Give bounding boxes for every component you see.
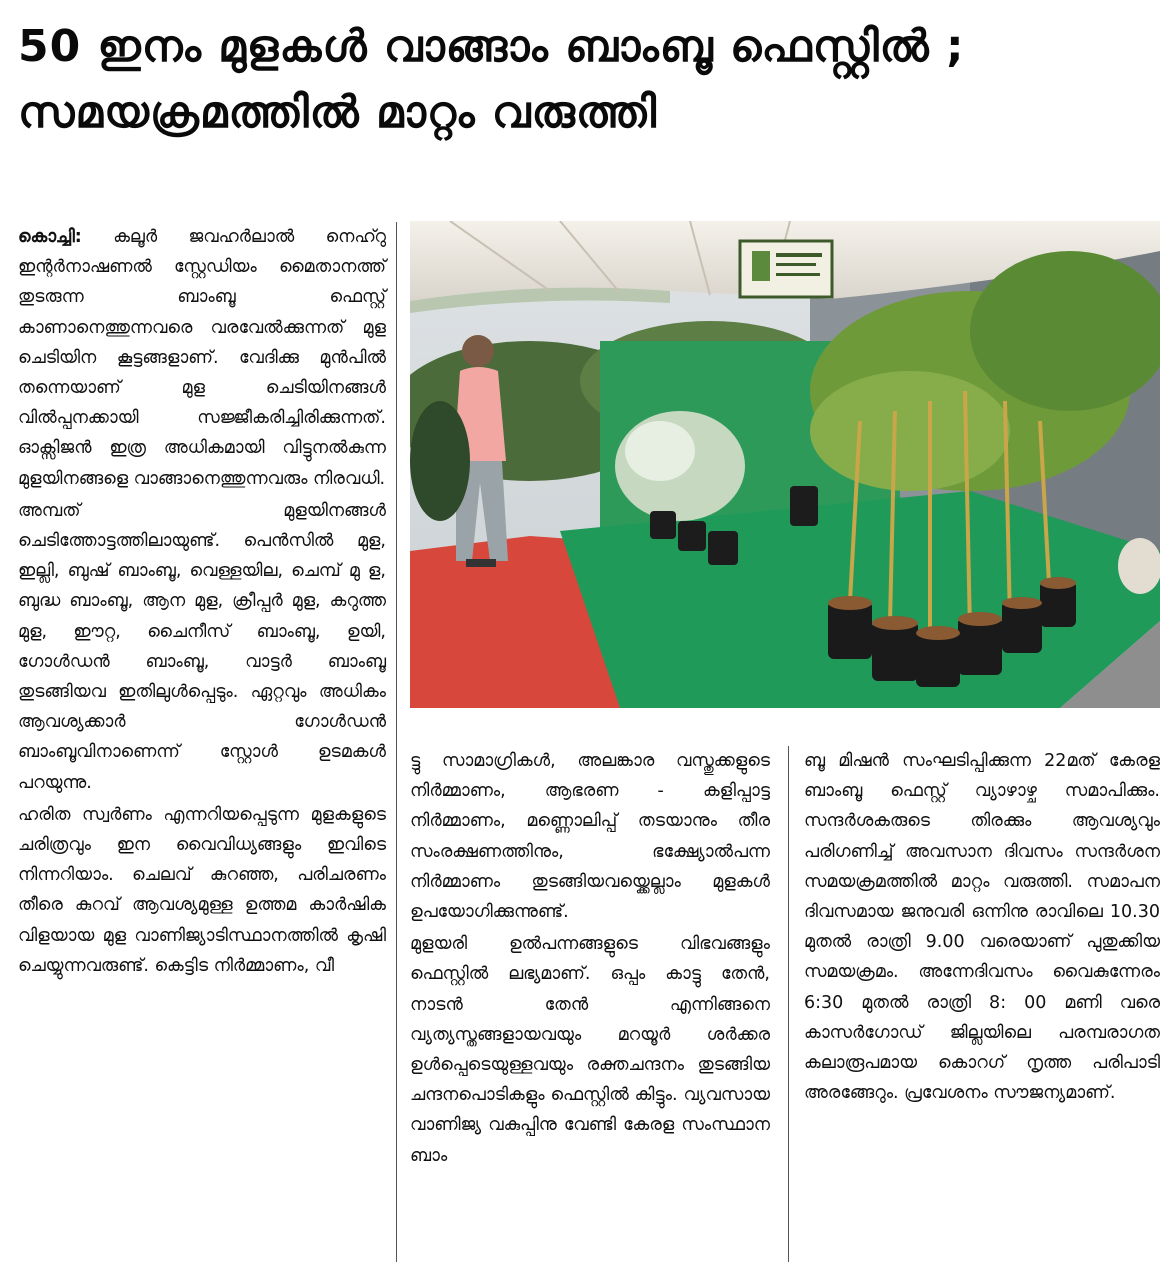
- article-column-1: [18, 222, 386, 981]
- paragraph-1: [18, 222, 386, 494]
- paragraph-5: മുളയരി ഉൽപന്നങ്ങളുടെ വിഭവങ്ങളും ഫെസ്റ്റിൽ ലഭ്യമാണ്. ഒപ്പം കാട്ടു തേൻ, നാടൻ തേൻ എന്നിങ്ങനെ വ്യത്യസ്തങ്ങളായവയും മറയൂർ ശർക്കര ഉൾപ്പെടെയുള്ളവയും രക്തചന്ദനം തുടങ്ങിയ ചന്ദനപൊടികളും ഫെസ്റ്റിൽ കിട്ടും. വ്യവസായ വാണിജ്യ വകുപ്പിനു വേണ്ടി കേരള സംസ്ഥാന ബാം: [410, 934, 770, 1166]
- paragraph-3: ഹരിത സ്വർണം എന്നറിയപ്പെടുന്ന മുളകളുടെ ചരിത്രവും ഇന വൈവിധ്യങ്ങളും ഇവിടെ നിന്നറിയാം. ചെലവ് കുറഞ്ഞ, പരിചരണം തീരെ കുറവ് ആവശ്യമുള്ള ഉത്തമ കാർഷിക വിളയായ മുള വാണിജ്യാടിസ്ഥാനത്തിൽ കൃഷി ചെയ്യുന്നവരുണ്ട്. കെട്ടിട നിർമ്മാണം, വീ: [18, 804, 386, 976]
- column-rule-2: [788, 746, 789, 1262]
- article-column-2: [410, 746, 770, 1171]
- column-rule-1: [396, 222, 397, 1262]
- headline-line-1: 50 ഇനം മുളകൾ വാങ്ങാം ബാംബൂ ഫെസ്റ്റിൽ ;: [18, 21, 965, 72]
- paragraph-4: ട്ടു സാമാഗ്രികൾ, അലങ്കാര വസ്തുക്കളുടെ നിർമ്മാണം, ആഭരണ - കളിപ്പാട്ട നിർമ്മാണം, മണ്ണൊലിപ്പ് തടയാനും തീര സംരക്ഷണത്തിനും, ഭക്ഷ്യോൽപന്ന നിർമ്മാണം തുടങ്ങിയവയ്ക്കെല്ലാം മുളകൾ ഉപയോഗിക്കുന്നുണ്ട്.: [410, 751, 770, 923]
- dateline: കൊച്ചി:: [18, 227, 82, 247]
- bamboo-stall-photo: [410, 221, 1160, 708]
- paragraph-1-text: കലൂർ ജവഹർലാൽ നെഹ്റു ഇന്റർനാഷണൽ സ്റ്റേഡിയം മൈതാനത്ത് തുടരുന്ന ബാംബൂ ഫെസ്റ്റ് കാണാനെത്തുന്നവരെ വരവേൽക്കുന്നത് മുള ചെടിയിന കൂട്ടങ്ങളാണ്. വേദിക്കു മുൻപിൽ തന്നെയാണ് മുള ചെടിയിനങ്ങൾ വിൽപ്പനക്കായി സജ്ജീകരിച്ചിരിക്കുന്നത്. ഓക്സിജൻ ഇത്ര അധികമായി വിട്ടുനൽകുന്ന മുളയിനങ്ങളെ വാങ്ങാനെത്തുന്നവരും നിരവധി.: [18, 227, 386, 489]
- headline-line-2: സമയക്രമത്തിൽ മാറ്റം വരുത്തി: [18, 87, 657, 138]
- article-column-3: [804, 746, 1160, 1108]
- paragraph-6: ബൂ മിഷൻ സംഘടിപ്പിക്കുന്ന 22മത് കേരള ബാംബൂ ഫെസ്റ്റ് വ്യാഴാഴ്ച സമാപിക്കും. സന്ദർശകരുടെ തിരക്കും ആവശ്യവും പരിഗണിച്ച് അവസാന ദിവസം സന്ദർശന സമയക്രമത്തിൽ മാറ്റം വരുത്തി. സമാപന ദിവസമായ ജനുവരി ഒന്നിനു രാവിലെ 10.30 മുതൽ രാത്രി 9.00 വരെയാണ് പുതുക്കിയ സമയക്രമം. അന്നേദിവസം വൈകുന്നേരം 6:30 മുതൽ രാത്രി 8: 00 മണി വരെ കാസർഗോഡ് ജില്ലയിലെ പരമ്പരാഗത കലാരൂപമായ കൊറഗ് നൃത്ത പരിപാടി അരങ്ങേറും. പ്രവേശനം സൗജന്യമാണ്.: [804, 751, 1160, 1104]
- headline: [18, 14, 1158, 146]
- paragraph-2: അമ്പത് മുളയിനങ്ങൾ ചെടിത്തോട്ടത്തിലായുണ്ട്. പെൻസിൽ മുള, ഇല്ലി, ബുഷ് ബാംബൂ, വെള്ളയില, ചെമ്പ് മു ള, ബുദ്ധ ബാംബൂ, ആന മുള, ക്രീപ്പർ മുള, കറുത്ത മുള, ഈറ്റ, ചൈനീസ് ബാംബൂ, ഉയി, ഗോൾഡൻ ബാംബൂ, വാട്ടർ ബാംബൂ തുടങ്ങിയവ ഇതിലുൾപ്പെടും. ഏറ്റവും അധികം ആവശ്യക്കാർ ഗോൾഡൻ ബാംബൂവിനാണെന്ന് സ്റ്റോൾ ഉടമകൾ പറയുന്നു.: [18, 500, 386, 793]
